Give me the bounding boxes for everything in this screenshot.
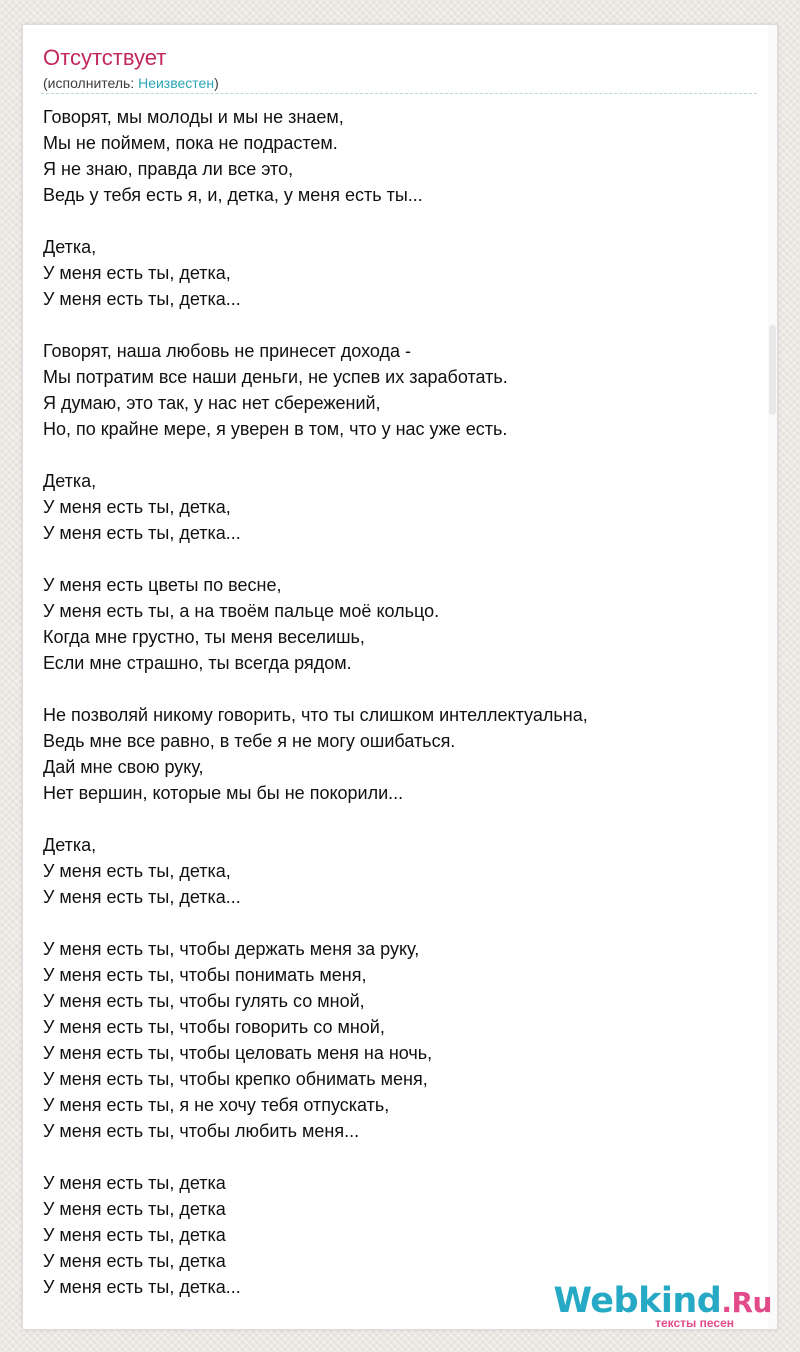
artist-suffix: ) — [214, 75, 219, 91]
lyric-line: У меня есть ты, чтобы крепко обнимать меня, — [43, 1069, 428, 1089]
lyric-line: Но, по крайне мере, я уверен в том, что у нас уже есть. — [43, 419, 508, 439]
scrollbar-thumb[interactable] — [769, 325, 776, 415]
lyric-line: У меня есть ты, детка... — [43, 1277, 241, 1297]
lyric-line: У меня есть ты, чтобы говорить со мной, — [43, 1017, 385, 1037]
lyric-line: Мы потратим все наши деньги, не успев их заработать. — [43, 367, 508, 387]
lyrics-stanza — [43, 234, 763, 312]
lyric-line: У меня есть ты, детка, — [43, 263, 231, 283]
scrollbar[interactable] — [768, 25, 777, 1329]
lyric-line: У меня есть цветы по весне, — [43, 575, 282, 595]
lyrics-stanza — [43, 702, 763, 806]
lyric-line: У меня есть ты, детка... — [43, 289, 241, 309]
lyric-line: Детка, — [43, 835, 97, 855]
lyric-line: У меня есть ты, детка, — [43, 497, 231, 517]
lyric-line: Не позволяй никому говорить, что ты слишком интеллектуальна, — [43, 705, 588, 725]
lyric-line: У меня есть ты, а на твоём пальце моё кольцо. — [43, 601, 440, 621]
lyric-line: Мы не поймем, пока не подрастем. — [43, 133, 338, 153]
lyric-line: У меня есть ты, чтобы держать меня за руку, — [43, 939, 420, 959]
lyrics-card — [22, 24, 778, 1330]
lyric-line: Говорят, мы молоды и мы не знаем, — [43, 107, 344, 127]
lyric-line: Я думаю, это так, у нас нет сбережений, — [43, 393, 381, 413]
lyric-line: Нет вершин, которые мы бы не покорили... — [43, 783, 404, 803]
lyrics-stanza — [43, 104, 763, 208]
lyric-line: У меня есть ты, детка — [43, 1199, 226, 1219]
lyric-line: Когда мне грустно, ты меня веселишь, — [43, 627, 365, 647]
lyric-line: У меня есть ты, чтобы целовать меня на ночь, — [43, 1043, 433, 1063]
lyric-line: Ведь мне все равно, в тебе я не могу ошибаться. — [43, 731, 456, 751]
lyric-line: Дай мне свою руку, — [43, 757, 204, 777]
header-divider — [41, 93, 757, 94]
artist-link[interactable]: Неизвестен — [138, 75, 215, 91]
lyrics-stanza — [43, 832, 763, 910]
lyric-line: Детка, — [43, 237, 97, 257]
lyric-line: Ведь у тебя есть я, и, детка, у меня есть ты... — [43, 185, 423, 205]
artist-line — [43, 74, 219, 92]
lyric-line: Детка, — [43, 471, 97, 491]
lyric-line: У меня есть ты, детка — [43, 1251, 226, 1271]
lyric-line: У меня есть ты, детка... — [43, 523, 241, 543]
lyric-line: Я не знаю, правда ли все это, — [43, 159, 294, 179]
lyric-line: У меня есть ты, я не хочу тебя отпускать, — [43, 1095, 390, 1115]
logo-tagline: тексты песен — [655, 1316, 734, 1330]
lyric-line: У меня есть ты, детка... — [43, 887, 241, 907]
lyric-line: У меня есть ты, чтобы гулять со мной, — [43, 991, 365, 1011]
artist-prefix: (исполнитель: — [43, 75, 139, 91]
lyrics-stanza — [43, 572, 763, 676]
logo-brand-main: Webkind — [553, 1281, 722, 1321]
site-logo — [553, 1283, 772, 1329]
song-title: Отсутствует — [43, 45, 167, 70]
lyric-line: У меня есть ты, чтобы любить меня... — [43, 1121, 360, 1141]
logo-brand-tld: .Ru — [721, 1286, 772, 1319]
lyric-line: Если мне страшно, ты всегда рядом. — [43, 653, 352, 673]
lyric-line: У меня есть ты, детка — [43, 1225, 226, 1245]
lyric-line: У меня есть ты, детка — [43, 1173, 226, 1193]
lyrics-stanza — [43, 936, 763, 1144]
lyric-line: У меня есть ты, детка, — [43, 861, 231, 881]
lyric-line: У меня есть ты, чтобы понимать меня, — [43, 965, 367, 985]
lyrics-stanza — [43, 338, 763, 442]
lyric-line: Говорят, наша любовь не принесет дохода - — [43, 341, 412, 361]
lyrics-body — [43, 104, 763, 1326]
lyrics-stanza — [43, 468, 763, 546]
